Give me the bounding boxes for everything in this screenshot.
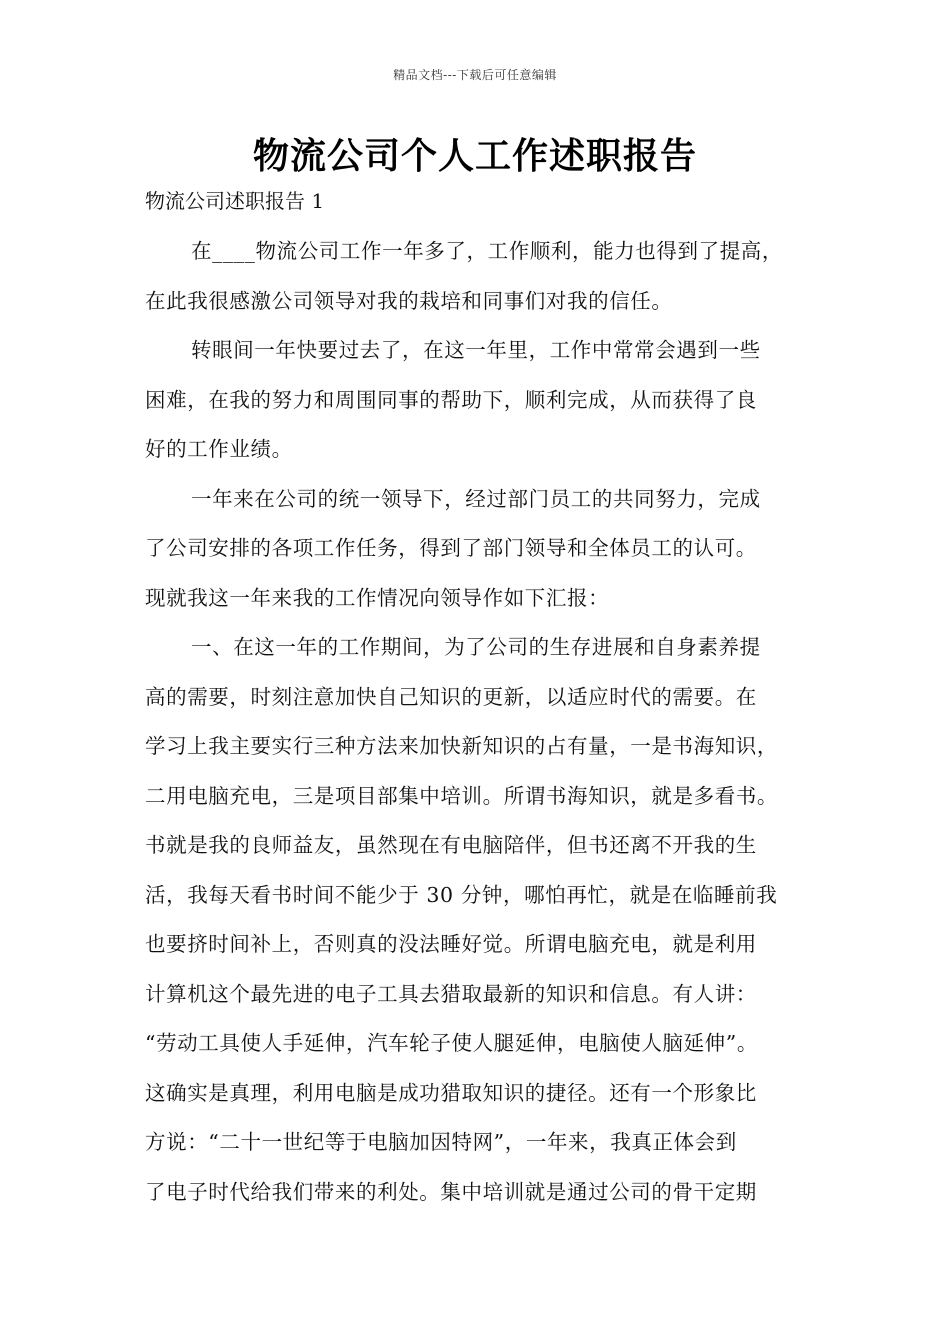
text-line: 在此我很感激公司领导对我的栽培和同事们对我的信任。 (145, 288, 673, 313)
text-line: 书就是我的良师益友，虽然现在有电脑陪伴，但书还离不开我的生 (145, 833, 757, 857)
text-line: 计算机这个最先进的电子工具去猎取最新的知识和信息。有人讲： (145, 981, 757, 1006)
header-note: 精品文档---下载后可任意编辑 (393, 68, 557, 82)
section-subheading: 物流公司述职报告 1 (145, 189, 325, 213)
text-line: 现就我这一年来我的工作情况向领导作如下汇报： (145, 585, 610, 610)
text-line: 学习上我主要实行三种方法来加快新知识的占有量，一是书海知识， (145, 734, 778, 758)
text-line: 二用电脑充电，三是项目部集中培训。所谓书海知识，就是多看书。 (145, 783, 778, 808)
text-line: 在____物流公司工作一年多了，工作顺利，能力也得到了提高， (191, 239, 783, 263)
text-line: 了公司安排的各项工作任务，得到了部门领导和全体员工的认可。 (145, 536, 757, 560)
text-line: 一、在这一年的工作期间，为了公司的生存进展和自身素养提 (191, 635, 761, 659)
text-line: 这确实是真理，利用电脑是成功猎取知识的捷径。还有一个形象比 (145, 1080, 757, 1105)
text-line: 困难，在我的努力和周围同事的帮助下，顺利完成，从而获得了良 (145, 387, 757, 412)
text-line: 高的需要，时刻注意加快自己知识的更新，以适应时代的需要。在 (145, 684, 757, 709)
text-line: 活，我每天看书时间不能少于 30 分钟，哪怕再忙，就是在临睡前我 (145, 882, 778, 907)
text-line: 也要挤时间补上，否则真的没法睡好觉。所谓电脑充电，就是利用 (145, 932, 757, 956)
text-line: 转眼间一年快要过去了，在这一年里，工作中常常会遇到一些 (191, 338, 761, 362)
text-line: 方说：“二十一世纪等于电脑加因特网”，一年来，我真正体会到 (145, 1130, 737, 1154)
text-line: 一年来在公司的统一领导下，经过部门员工的共同努力，完成 (191, 486, 761, 511)
text-line: 了电子时代给我们带来的利处。集中培训就是通过公司的骨干定期 (145, 1179, 757, 1204)
text-line: “劳动工具使人手延伸，汽车轮子使人腿延伸，电脑使人脑延伸”。 (145, 1031, 758, 1055)
document-title: 物流公司个人工作述职报告 (252, 135, 697, 177)
body-text (145, 233, 815, 1223)
text-line: 好的工作业绩。 (145, 437, 293, 461)
